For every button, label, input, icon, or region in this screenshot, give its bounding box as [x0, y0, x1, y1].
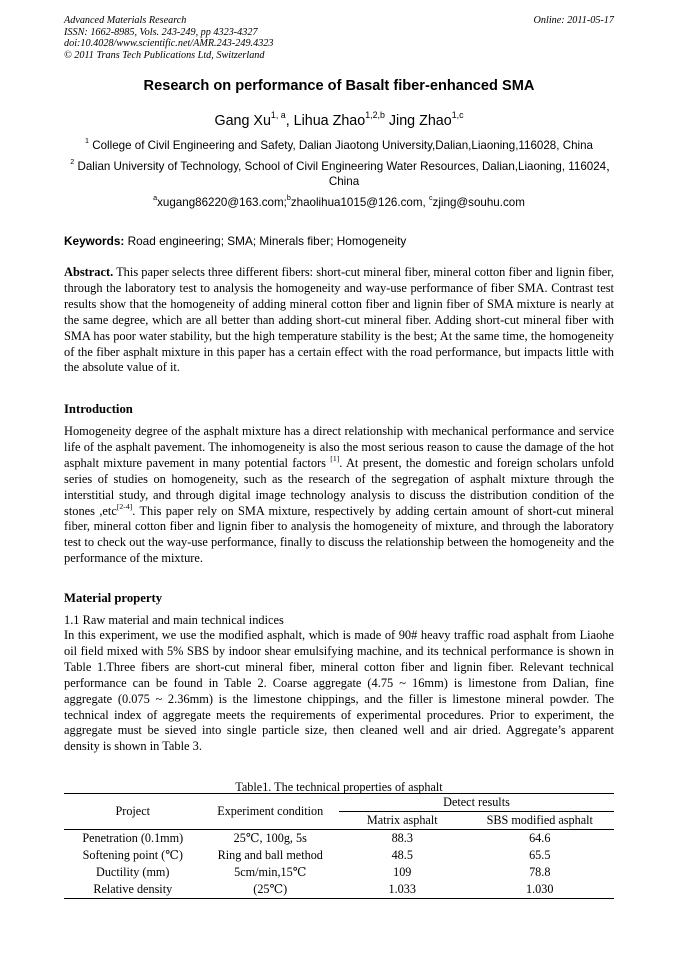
cell-sbs: 78.8 — [529, 865, 551, 879]
cell-sbs: 65.5 — [529, 848, 551, 862]
author-emails — [0, 193, 678, 209]
table-caption: Table1. The technical properties of asphalt — [235, 780, 443, 794]
author-name: Gang Xu — [214, 113, 271, 129]
table-row — [64, 864, 614, 881]
email-mark: b — [286, 193, 291, 203]
table-row — [64, 881, 614, 899]
email-mark: c — [428, 193, 433, 203]
author-separator: , — [285, 113, 294, 129]
email-address: zhaolihua1015@126.com, — [290, 196, 429, 209]
cell-project: Relative density — [64, 881, 202, 899]
keywords-text: Road engineering; SMA; Minerals fiber; Homogeneity — [124, 234, 407, 248]
introduction-paragraph — [64, 424, 614, 567]
email-address: xugang86220@163.com; — [157, 196, 287, 209]
cell-condition: (25℃) — [202, 881, 340, 899]
table-row — [64, 830, 614, 848]
col-header-matrix: Matrix asphalt — [339, 812, 466, 830]
material-paragraph: In this experiment, we use the modified asphalt, which is made of 90# heavy traffic road asphalt from Liaohe oil field mixed with 5% SBS by indoor shear emulsifying machine, and its technical performance is shown in Table 1.Three fibers are short-cut mineral fiber, mineral cotton fiber and lignin fiber. Relevant technical performance can be found in Table 2. Coarse aggregate (4.75 ~ 16mm) is limestone from Dalian, fine aggregate (0.075 ~ 2.36mm) is the limestone chippings, and the filler is limestone mineral powder. The technical index of aggregate meets the requirements of experimental procedures. Prior to experiment, the aggregate must be sieved into single particle size, then cleaned well and air dried. Aggregate’s apparent density is shown in Table 3. — [64, 628, 614, 754]
cell-matrix: 48.5 — [391, 848, 413, 862]
affiliation-text: Dalian University of Technology, School of Civil Engineering Water Resources, Dalian,Liaoning, 116024，China — [74, 160, 618, 188]
author-list — [0, 110, 678, 129]
cell-sbs: 1.030 — [466, 881, 615, 899]
author-affiliation-mark: 1,2,b — [365, 110, 385, 121]
introduction-text: . This paper rely on SMA mixture, respectively by adding certain amount of short-cut mineral fiber, mineral cotton fiber and lignin fiber to analysis the homogeneity of mixture, and through the laboratory test to check out the way-use performance, finally to discuss the relationship between the homogeneity and the performance of the mixture. — [64, 503, 614, 566]
cell-condition: 5cm/min,15℃ — [234, 865, 307, 879]
cell-matrix: 88.3 — [391, 831, 413, 845]
introduction-text: Homogeneity degree of the asphalt mixture has a direct relationship with mechanical performance and service life of the asphalt pavement. The inhomogeneity is also the most serious reason to cause the damage of the hot asphalt mixture pavement in many potential factors — [64, 424, 614, 470]
citation-ref: [1] — [330, 453, 340, 463]
cell-matrix: 1.033 — [339, 881, 466, 899]
keywords — [64, 234, 614, 248]
abstract-label: Abstract. — [64, 265, 114, 279]
affiliation-2 — [70, 159, 618, 189]
running-header — [64, 15, 273, 61]
keywords-label: Keywords: — [64, 234, 125, 248]
col-header-condition: Experiment condition — [202, 794, 340, 830]
material-heading: Material property — [64, 591, 163, 605]
author-affiliation-mark: 1, a — [270, 110, 286, 121]
cell-condition: 25℃, 100g, 5s — [233, 831, 307, 845]
abstract-text: This paper selects three different fibers: short-cut mineral fiber, mineral cotton fiber and lignin fiber, through the laboratory test to analysis the homogeneity and way-use performance of fiber SMA. Contrast test results show that the homogeneity of adding mineral cotton fiber and lignin fiber of SMA mixture is nearly at the same degree, which are all better than adding short-cut mineral fiber. Adding short-cut mineral fiber with SMA has poor water stability, but the high temperature stability is the best; At the same time, the homogeneity of the fiber asphalt mixture in this paper has a certain effect with the road performance, but impacts little with the absolute value of it. — [64, 265, 614, 375]
affiliation-mark: 2 — [70, 157, 75, 167]
doi-line: doi:10.4028/www.scientific.net/AMR.243-249.4323 — [64, 38, 274, 49]
material-subheading: 1.1 Raw material and main technical indices — [64, 613, 284, 627]
cell-project: Softening point (℃) — [82, 848, 183, 862]
table-row — [64, 847, 614, 864]
asphalt-properties-table — [64, 793, 614, 899]
paper-title: Research on performance of Basalt fiber-enhanced SMA — [143, 78, 535, 94]
author-name: Lihua Zhao — [293, 113, 366, 129]
email-mark: a — [153, 193, 158, 203]
cell-condition: Ring and ball method — [217, 848, 323, 862]
copyright-line: © 2011 Trans Tech Publications Ltd, Switzerland — [64, 49, 265, 61]
cell-project: Penetration (0.1mm) — [82, 831, 184, 845]
email-address: zjing@souhu.com — [432, 196, 525, 209]
journal-name: Advanced Materials Research — [64, 15, 187, 26]
affiliation-mark: 1 — [85, 136, 89, 146]
col-header-sbs: SBS modified asphalt — [466, 812, 615, 830]
affiliation-text: College of Civil Engineering and Safety, Dalian Jiaotong University,Dalian,Liaoning,116028, China — [89, 139, 593, 152]
table-header-row — [64, 794, 614, 812]
online-date: Online: 2011-05-17 — [533, 15, 614, 26]
cell-sbs: 64.6 — [529, 831, 551, 845]
introduction-heading: Introduction — [64, 402, 133, 416]
col-header-detect: Detect results — [339, 794, 614, 812]
cell-matrix: 109 — [393, 865, 412, 879]
affiliation-1 — [0, 138, 678, 153]
author-name: Jing Zhao — [388, 113, 452, 129]
cell-project: Ductility (mm) — [96, 865, 170, 879]
abstract — [64, 265, 614, 376]
introduction-text: . At present, the domestic and foreign scholars unfold series of studies on homogeneity, such as the research of the segregation of asphalt mixture through the interstitial study, and through digital image technology analysis to discuss the distribution condition of the stones ,etc — [64, 455, 614, 518]
col-header-project: Project — [64, 794, 202, 830]
author-affiliation-mark: 1,c — [451, 110, 464, 121]
citation-ref: [2-4] — [116, 501, 133, 511]
issn-line: ISSN: 1662-8985, Vols. 243-249, pp 4323-4327 — [64, 26, 258, 38]
